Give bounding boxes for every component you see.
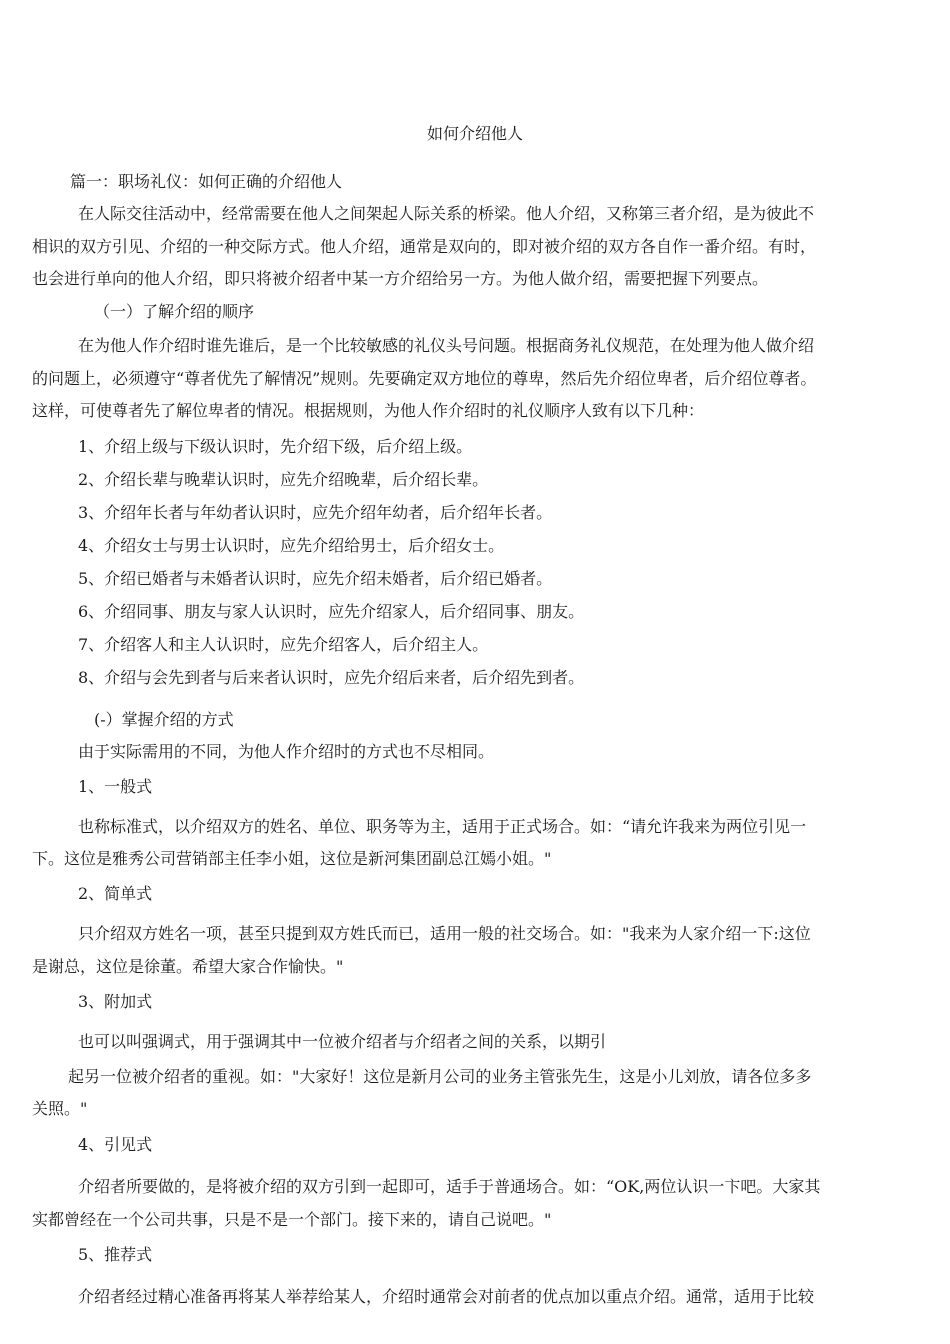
order-item-1: 1、介绍上级与下级认识时，先介绍下级，后介绍上级。: [78, 437, 473, 456]
method-3-line-2: 起另一位被介绍者的重视。如："大家好！这位是新月公司的业务主管张先生，这是小儿刘放，请各位多多: [68, 1067, 812, 1086]
document-title: 如何介绍他人: [426, 124, 523, 143]
section1-line-2: 的问题上，必须遵守“尊者优先了解情况”规则。先要确定双方地位的尊卑，然后先介绍位卑者，后介绍位尊者。: [32, 369, 817, 388]
section1-line-3: 这样，可使尊者先了解位卑者的情况。根据规则，为他人作介绍时的礼仪顺序人致有以下几种：: [32, 401, 705, 420]
order-item-6: 6、介绍同事、朋友与家人认识时，应先介绍家人，后介绍同事、朋友。: [78, 602, 585, 621]
order-item-8: 8、介绍与会先到者与后来者认识时，应先介绍后来者，后介绍先到者。: [78, 668, 585, 687]
intro-line-3: 也会进行单向的他人介绍，即只将被介绍者中某一方介绍给另一方。为他人做介绍，需要把握下列要点。: [32, 269, 769, 288]
section1-line-1: 在为他人作介绍时谁先谁后，是一个比较敏感的礼仪头号问题。根据商务礼仪规范，在处理为他人做介绍: [78, 336, 815, 355]
method-2-line-2: 是谢总，这位是徐董。希望大家合作愉快。": [32, 957, 344, 976]
method-2-line-1: 只介绍双方姓名一项，甚至只提到双方姓氏而已，适用一般的社交场合。如："我来为人家介绍一下:这位: [78, 924, 811, 943]
section1-heading: （一）了解介绍的顺序: [94, 302, 255, 321]
method-4-line-1: 介绍者所要做的，是将被介绍的双方引到一起即可，适手于普通场合。如：“OK,两位认识一卞吧。大家其: [78, 1177, 821, 1196]
method-1-line-1: 也称标准式，以介绍双方的姓名、单位、职务等为主，适用于正式场合。如：“请允许我来为两位引见一: [78, 817, 807, 836]
method-3-line-3: 关照。": [32, 1099, 88, 1118]
method-3-line-1: 也可以叫强调式，用于强调其中一位被介绍者与介绍者之间的关系，以期引: [78, 1032, 607, 1051]
section2-heading: (-）掌握介绍的方式: [94, 710, 234, 729]
section2-intro: 由于实际需用的不同，为他人作介绍时的方式也不尽相同。: [78, 742, 495, 761]
order-item-5: 5、介绍已婚者与未婚者认识时，应先介绍未婚者，后介绍已婚者。: [78, 569, 553, 588]
method-4-heading: 4、引见式: [78, 1135, 153, 1154]
intro-line-1: 在人际交往活动中，经常需要在他人之间架起人际关系的桥梁。他人介绍，又称第三者介绍，是为彼此不: [78, 204, 815, 223]
method-4-line-2: 实都曾经在一个公司共事，只是不是一个部门。接下来的，请自己说吧。": [32, 1210, 552, 1229]
method-3-heading: 3、附加式: [78, 992, 153, 1011]
method-5-heading: 5、推荐式: [78, 1245, 153, 1264]
method-5-line-1: 介绍者经过精心准备再将某人举荐给某人，介绍时通常会对前者的优点加以重点介绍。通常，适用于比较: [78, 1287, 815, 1306]
intro-line-2: 相识的双方引见、介绍的一种交际方式。他人介绍，通常是双向的，即对被介绍的双方各自作一番介绍。有时，: [32, 237, 817, 256]
method-1-line-2: 下。这位是雅秀公司营销部主任李小姐，这位是新河集团副总江嫣小姐。": [32, 849, 552, 868]
order-item-3: 3、介绍年长者与年幼者认识时，应先介绍年幼者，后介绍年长者。: [78, 503, 553, 522]
order-item-4: 4、介绍女士与男士认识时，应先介绍给男士，后介绍女士。: [78, 536, 505, 555]
part-heading: 篇一：职场礼仪：如何正确的介绍他人: [70, 172, 343, 191]
order-item-7: 7、介绍客人和主人认识时，应先介绍客人，后介绍主人。: [78, 635, 489, 654]
method-2-heading: 2、简单式: [78, 884, 153, 903]
method-1-heading: 1、一般式: [78, 777, 153, 796]
order-item-2: 2、介绍长辈与晚辈认识时，应先介绍晚辈，后介绍长辈。: [78, 470, 489, 489]
